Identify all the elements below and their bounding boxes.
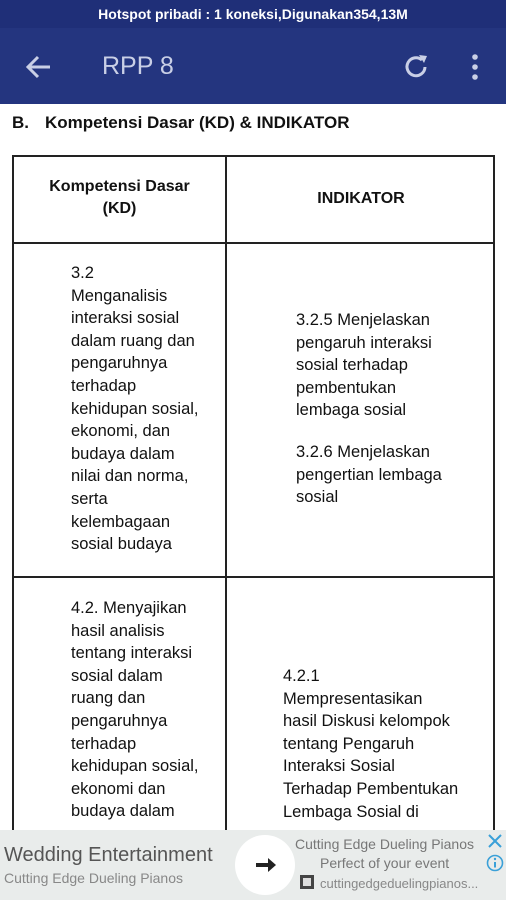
status-bar bbox=[0, 0, 506, 28]
table-cell-kd-1: 3.2 Menganalisis interaksi sosial dalam ruang dan pengaruhnya terhadap kehidupan sosial, ekonomi, dan budaya dalam nilai dan norma, serta kelembagaan sosial budaya bbox=[71, 264, 199, 554]
more-options-button[interactable] bbox=[462, 50, 488, 84]
table-row-divider bbox=[12, 576, 495, 578]
section-number: B. bbox=[12, 113, 29, 132]
ad-tagline[interactable]: Perfect of your event bbox=[320, 855, 450, 871]
section-heading bbox=[12, 113, 349, 133]
ad-advertiser[interactable]: Cutting Edge Dueling Pianos bbox=[295, 836, 475, 852]
ad-info-icon[interactable] bbox=[486, 854, 504, 872]
app-bar bbox=[0, 28, 506, 104]
ad-go-button[interactable] bbox=[235, 835, 295, 895]
page-title: RPP 8 bbox=[102, 52, 174, 80]
status-text: Hotspot pribadi : 1 koneksi,Digunakan354,13M bbox=[98, 6, 408, 22]
back-button[interactable] bbox=[22, 50, 56, 84]
ad-favicon-icon bbox=[300, 875, 314, 889]
table-cell-indikator-1a: 3.2.5 Menjelaskan pengaruh interaksi sosial terhadap pembentukan lembaga sosial bbox=[296, 311, 432, 420]
table-header-divider bbox=[12, 242, 495, 244]
table-cell-kd-2: 4.2. Menyajikan hasil analisis tentang interaksi sosial dalam ruang dan pengaruhnya terhadap kehidupan sosial, ekonomi dan budaya dalam bbox=[71, 599, 199, 821]
refresh-button[interactable] bbox=[399, 50, 433, 84]
table-cell-indikator-2: 4.2.1 Mempresentasikan hasil Diskusi kelompok tentang Pengaruh Interaksi Sosial Terhadap Pembentukan Lembaga Sosial di bbox=[283, 667, 459, 821]
arrow-left-icon bbox=[22, 50, 56, 84]
table-cell-indikator-1b: 3.2.6 Menjelaskan pengertian lembaga sosial bbox=[296, 443, 442, 507]
more-vert-icon bbox=[462, 50, 488, 84]
arrow-right-icon bbox=[235, 835, 295, 895]
ad-url[interactable]: cuttingedgeduelingpianos... bbox=[320, 876, 479, 891]
ad-title[interactable]: Wedding Entertainment bbox=[4, 844, 213, 866]
ad-close-icon[interactable] bbox=[486, 832, 504, 850]
ad-subtitle[interactable]: Cutting Edge Dueling Pianos bbox=[4, 870, 184, 886]
refresh-icon bbox=[399, 50, 433, 84]
table-header-kd: Kompetensi Dasar (KD) bbox=[49, 178, 190, 217]
section-title: Kompetensi Dasar (KD) & INDIKATOR bbox=[45, 113, 350, 132]
ad-banner[interactable] bbox=[0, 830, 506, 900]
table-header-indikator: INDIKATOR bbox=[317, 190, 405, 207]
document-content[interactable] bbox=[0, 104, 506, 830]
